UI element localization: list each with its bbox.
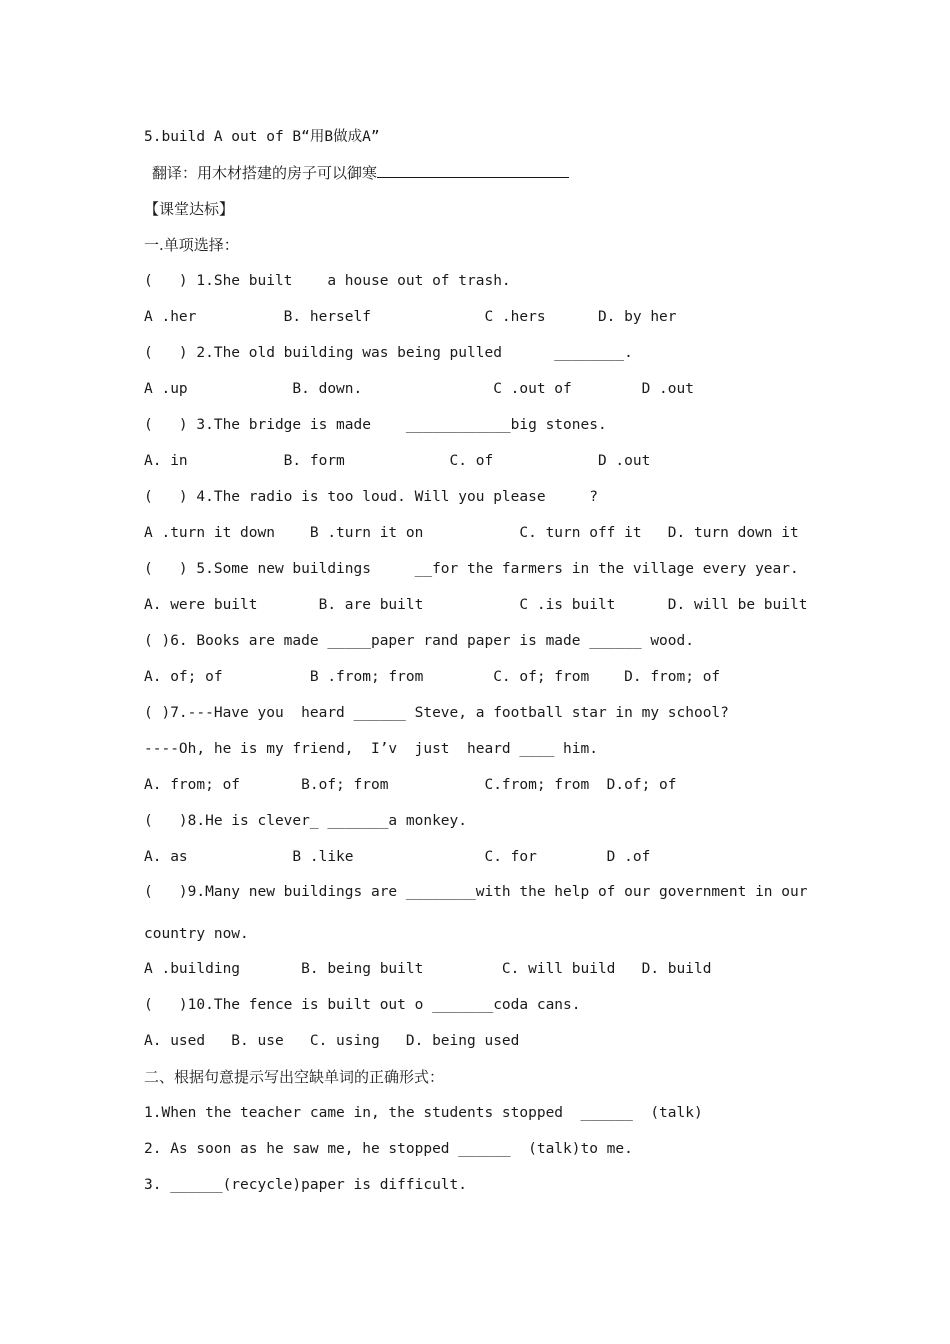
options-8: A. as B .like C. for D .of bbox=[144, 849, 651, 865]
options-3: A. in B. form C. of D .out bbox=[144, 453, 651, 469]
section5-title: 5.build A out of B“用B做成A” bbox=[144, 129, 380, 145]
sentence-2: 2. As soon as he saw me, he stopped ______ (talk)to me. bbox=[144, 1141, 633, 1157]
options-2: A .up B. down. C .out of D .out bbox=[144, 381, 694, 397]
options-6: A. of; of B .from; from C. of; from D. from; of bbox=[144, 669, 721, 685]
question-9-continued: country now. bbox=[144, 926, 249, 942]
question-7-continued: ----Oh, he is my friend, I’v just heard ____ him. bbox=[144, 741, 598, 757]
question-5: ( ) 5.Some new buildings __for the farmers in the village every year. bbox=[144, 561, 799, 577]
heading-class: 【课堂达标】 bbox=[144, 200, 235, 218]
options-1: A .her B. herself C .hers D. by her bbox=[144, 309, 677, 325]
part2-title: 二、根据句意提示写出空缺单词的正确形式： bbox=[144, 1068, 445, 1086]
sentence-1: 1.When the teacher came in, the students stopped ______ (talk) bbox=[144, 1105, 703, 1121]
part1-title: 一.单项选择： bbox=[144, 236, 239, 254]
question-7: ( )7.---Have you heard ______ Steve, a football star in my school? bbox=[144, 705, 729, 721]
options-9: A .building B. being built C. will build D. build bbox=[144, 961, 712, 977]
question-4: ( ) 4.The radio is too loud. Will you please ? bbox=[144, 489, 598, 505]
translate-label: 翻译：用木材搭建的房子可以御寒 bbox=[152, 164, 378, 182]
answer-blank bbox=[377, 163, 569, 178]
question-8: ( )8.He is clever_ _______a monkey. bbox=[144, 813, 468, 829]
question-6: ( )6. Books are made _____paper rand paper is made ______ wood. bbox=[144, 633, 694, 649]
options-5: A. were built B. are built C .is built D. will be built bbox=[144, 597, 808, 613]
sentence-3: 3. ______(recycle)paper is difficult. bbox=[144, 1177, 468, 1193]
translate-row bbox=[152, 163, 569, 183]
options-10: A. used B. use C. using D. being used bbox=[144, 1033, 520, 1049]
options-7: A. from; of B.of; from C.from; from D.of; of bbox=[144, 777, 677, 793]
question-10: ( )10.The fence is built out o _______coda cans. bbox=[144, 997, 581, 1013]
question-1: ( ) 1.She built a house out of trash. bbox=[144, 273, 511, 289]
options-4: A .turn it down B .turn it on C. turn off it D. turn down it bbox=[144, 525, 799, 541]
question-9: ( )9.Many new buildings are ________with the help of our government in our bbox=[144, 884, 808, 900]
question-2: ( ) 2.The old building was being pulled ________. bbox=[144, 345, 633, 361]
question-3: ( ) 3.The bridge is made ____________big stones. bbox=[144, 417, 607, 433]
